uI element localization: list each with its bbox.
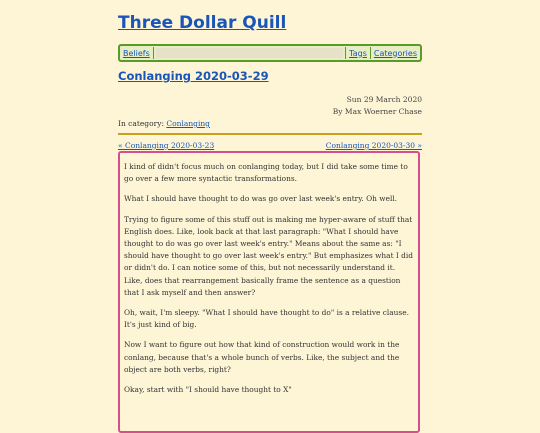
post-title-link[interactable]: Conlanging 2020-03-29: [118, 69, 269, 83]
post-content: [118, 151, 420, 433]
nav-tags-link[interactable]: Tags: [349, 48, 367, 58]
post-paragraph: Okay, start with "I should have thought to X": [124, 385, 292, 395]
post-paragraph: I kind of didn't focus much on conlanging today, but I did take some time to go over a few more syntactic transformations.: [124, 162, 408, 184]
nav-divider: [153, 47, 154, 59]
category-link[interactable]: Conlanging: [166, 119, 210, 128]
nav-bar: [118, 44, 422, 62]
nav-categories-link[interactable]: Categories: [373, 48, 417, 58]
nav-beliefs-link[interactable]: Beliefs: [123, 48, 150, 58]
divider-rule: [118, 133, 422, 135]
next-post-link[interactable]: Conlanging 2020-03-30 »: [325, 141, 422, 150]
post-paragraph: Now I want to figure out how that kind of construction would work in the conlang, because that's a whole bunch of verbs. Like, the subject and the object are both verbs, right?: [124, 340, 400, 374]
post-category: [118, 119, 210, 128]
post-date: Sun 29 March 2020: [346, 95, 422, 104]
post-paragraph: What I should have thought to do was go over last week's entry. Oh well.: [124, 194, 398, 204]
prev-post-link[interactable]: « Conlanging 2020-03-23: [118, 141, 215, 150]
post-paragraph: Oh, wait, I'm sleepy. "What I should have thought to do" is a relative clause. It's just kind of big.: [124, 308, 409, 330]
category-prefix: In category:: [118, 119, 164, 128]
post-paragraph: Trying to figure some of this stuff out is making me hyper-aware of stuff that English does. Like, look back at that last paragraph: "What I should have thought to do was go over last week's entry." Means about the same as: "I should have thought to go over last week's entry." But emphasizes what I did or didn't do. I can notice some of this, but not necessarily understand it. Like, does that rearrangement basically frame the sentence as a question that I ask myself and then answer?: [124, 214, 413, 297]
post-author: By Max Woerner Chase: [332, 107, 422, 116]
nav-spacer: [156, 48, 343, 58]
site-title-link[interactable]: Three Dollar Quill: [118, 13, 287, 33]
